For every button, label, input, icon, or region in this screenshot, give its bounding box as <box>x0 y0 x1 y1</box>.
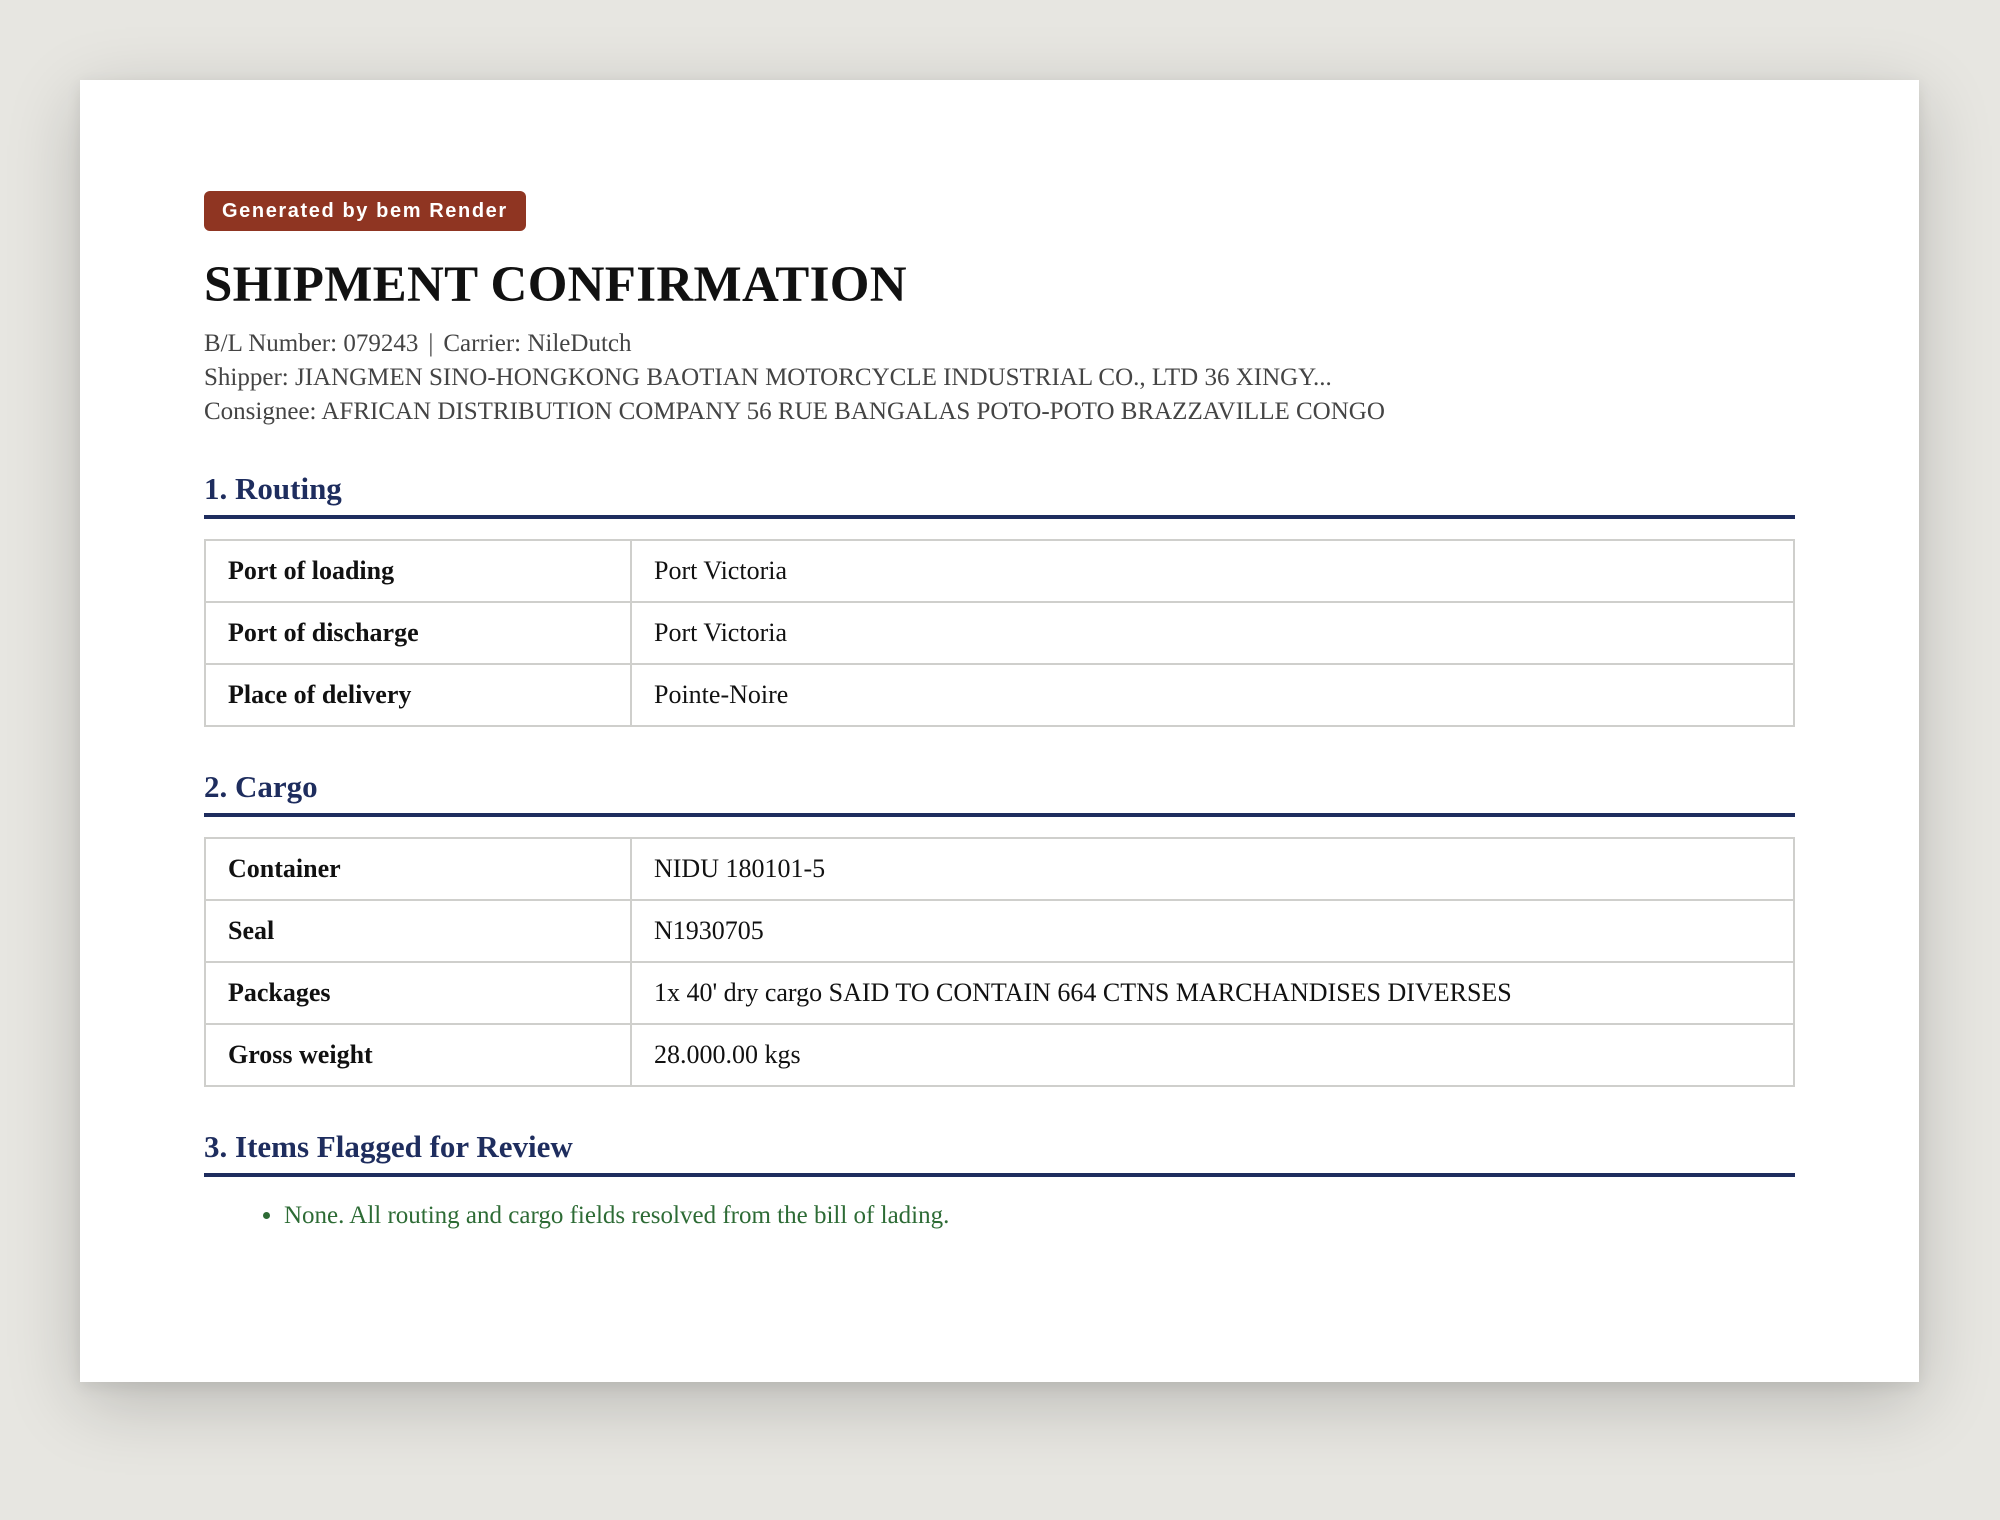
document-page <box>80 80 1919 1382</box>
row-label: Gross weight <box>205 1024 631 1086</box>
table-row <box>205 1024 1794 1086</box>
meta-line-shipper <box>204 361 1795 395</box>
list-item: • None. All routing and cargo fields resolved from the bill of lading. <box>284 1199 1795 1233</box>
table-row <box>205 962 1794 1024</box>
section-heading-flags: 3. Items Flagged for Review <box>204 1129 1795 1177</box>
row-value: Port Victoria <box>631 540 1794 602</box>
table-row <box>205 602 1794 664</box>
section-heading-cargo: 2. Cargo <box>204 769 1795 817</box>
table-row <box>205 900 1794 962</box>
row-label: Place of delivery <box>205 664 631 726</box>
meta-line-consignee <box>204 395 1795 429</box>
row-value: 28.000.00 kgs <box>631 1024 1794 1086</box>
row-label: Seal <box>205 900 631 962</box>
row-label: Port of loading <box>205 540 631 602</box>
row-value: 1x 40' dry cargo SAID TO CONTAIN 664 CTNS MARCHANDISES DIVERSES <box>631 962 1794 1024</box>
document-meta <box>204 327 1795 429</box>
row-value: Pointe-Noire <box>631 664 1794 726</box>
routing-table <box>204 539 1795 727</box>
generator-badge: Generated by bem Render <box>204 191 526 231</box>
meta-line-bl-carrier <box>204 327 1795 361</box>
cargo-table <box>204 837 1795 1087</box>
table-row <box>205 664 1794 726</box>
bl-number-label: B/L Number: <box>204 330 338 358</box>
bl-number-value: 079243 <box>343 330 419 358</box>
row-label: Container <box>205 838 631 900</box>
shipper-value: JIANGMEN SINO-HONGKONG BAOTIAN MOTORCYCLE INDUSTRIAL CO., LTD 36 XINGY... <box>294 364 1332 392</box>
row-label: Packages <box>205 962 631 1024</box>
section-heading-routing: 1. Routing <box>204 471 1795 519</box>
consignee-label: Consignee: <box>204 398 317 426</box>
row-value: Port Victoria <box>631 602 1794 664</box>
table-row <box>205 838 1794 900</box>
shipper-label: Shipper: <box>204 364 289 392</box>
carrier-label: Carrier: <box>443 330 522 358</box>
carrier-value: NileDutch <box>527 330 632 358</box>
document-title: SHIPMENT CONFIRMATION <box>204 257 907 313</box>
consignee-value: AFRICAN DISTRIBUTION COMPANY 56 RUE BANGALAS POTO-POTO BRAZZAVILLE CONGO <box>321 398 1385 426</box>
row-value: N1930705 <box>631 900 1794 962</box>
meta-separator: | <box>428 330 434 358</box>
flagged-items-list <box>204 1199 1795 1233</box>
row-label: Port of discharge <box>205 602 631 664</box>
row-value: NIDU 180101-5 <box>631 838 1794 900</box>
table-row <box>205 540 1794 602</box>
